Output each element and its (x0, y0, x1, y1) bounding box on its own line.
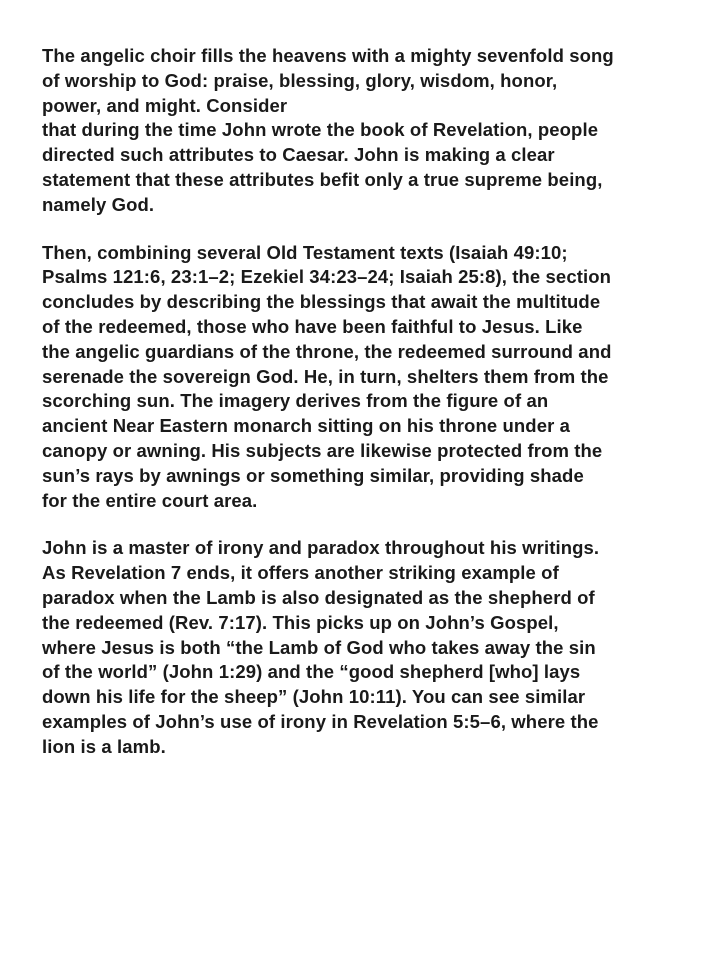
paragraph-line: examples of John’s use of irony in Revelation 5:5–6, where the (42, 710, 599, 732)
paragraph-line: for the entire court area. (42, 489, 258, 511)
paragraph-line: The angelic choir fills the heavens with a mighty sevenfold song (42, 45, 614, 66)
paragraph-line: As Revelation 7 ends, it offers another striking example of (42, 562, 559, 584)
paragraph-2 (42, 241, 702, 514)
paragraph-line: of worship to God: praise, blessing, glory, wisdom, honor, (42, 69, 558, 91)
paragraph-line: scorching sun. The imagery derives from the figure of an (42, 390, 549, 412)
document-body (42, 44, 702, 760)
paragraph-line: the redeemed (Rev. 7:17). This picks up on John’s Gospel, (42, 611, 559, 633)
paragraph-line: the angelic guardians of the throne, the redeemed surround and (42, 340, 612, 362)
paragraph-line: canopy or awning. His subjects are likewise protected from the (42, 439, 603, 461)
paragraph-line: John is a master of irony and paradox throughout his writings. (42, 537, 600, 559)
paragraph-line: namely God. (42, 193, 155, 215)
paragraph-spacer (42, 513, 702, 536)
paragraph-line: Then, combining several Old Testament texts (Isaiah 49:10; (42, 241, 568, 263)
paragraph-line: lion is a lamb. (42, 735, 166, 757)
paragraph-line: of the world” (John 1:29) and the “good shepherd [who] lays (42, 661, 581, 683)
paragraph-3 (42, 536, 702, 759)
paragraph-line: where Jesus is both “the Lamb of God who takes away the sin (42, 636, 596, 658)
paragraph-line: statement that these attributes befit only a true supreme being, (42, 168, 603, 190)
paragraph-line: concludes by describing the blessings that await the multitude (42, 291, 601, 313)
paragraph-line: paradox when the Lamb is also designated as the shepherd of (42, 586, 595, 608)
paragraph-line: of the redeemed, those who have been faithful to Jesus. Like (42, 315, 583, 337)
paragraph-spacer (42, 218, 702, 241)
paragraph-line: ancient Near Eastern monarch sitting on his throne under a (42, 415, 571, 437)
paragraph-1 (42, 44, 702, 218)
paragraph-line: directed such attributes to Caesar. John is making a clear (42, 144, 555, 166)
paragraph-line: power, and might. Consider (42, 94, 288, 116)
paragraph-line: that during the time John wrote the book of Revelation, people (42, 119, 599, 141)
paragraph-line: serenade the sovereign God. He, in turn, shelters them from the (42, 365, 609, 387)
paragraph-line: sun’s rays by awnings or something similar, providing shade (42, 464, 584, 486)
paragraph-line: Psalms 121:6, 23:1–2; Ezekiel 34:23–24; Isaiah 25:8), the section (42, 266, 612, 288)
paragraph-line: down his life for the sheep” (John 10:11). You can see similar (42, 686, 586, 708)
